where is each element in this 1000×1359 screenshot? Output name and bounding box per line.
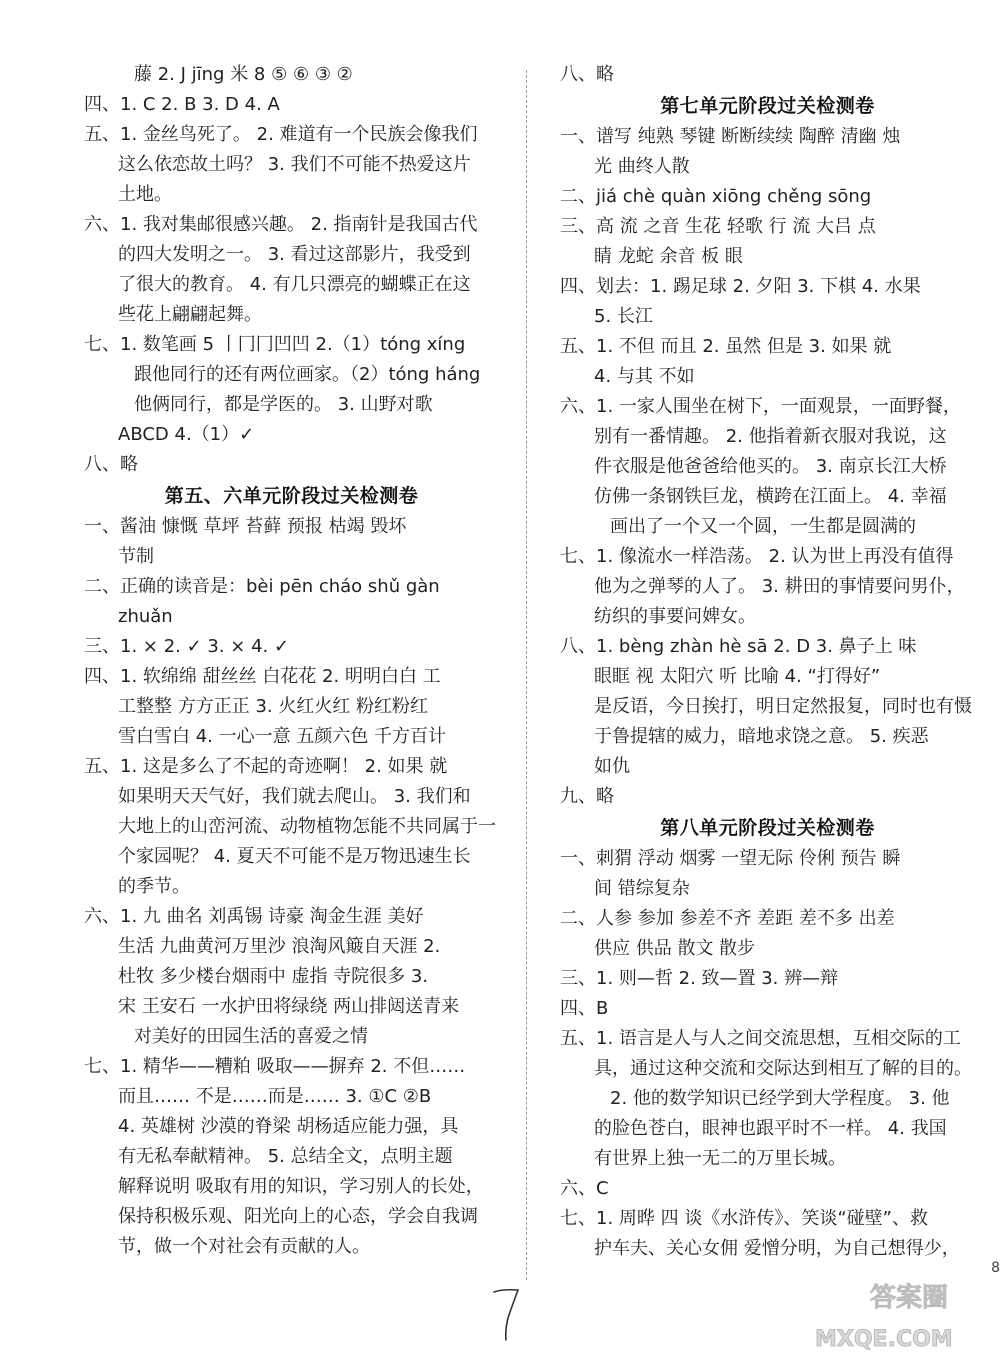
answer-line: 七、1. 精华——糟粕 吸取——摒弃 2. 不但…… <box>84 1056 466 1077</box>
answer-line: 工整整 方方正正 3. 火红火红 粉红粉红 <box>118 696 429 717</box>
answer-line: 五、1. 金丝鸟死了。 2. 难道有一个民族会像我们 <box>84 124 478 145</box>
column-divider <box>526 70 527 1280</box>
page-number-edge: 8 <box>991 1260 1000 1276</box>
answer-line: 有世界上独一无二的万里长城。 <box>594 1148 846 1169</box>
answer-line: 别有一番情趣。 2. 他指着新衣服对我说，这 <box>594 426 947 447</box>
answer-line: 大地上的山峦河流、动物植物怎能不共同属于一 <box>118 816 496 837</box>
answer-line: 六、1. 我对集邮很感兴趣。 2. 指南针是我国古代 <box>84 214 478 235</box>
answer-line: 间 错综复杂 <box>594 878 690 899</box>
answer-line: 眼眶 视 太阳穴 听 比喻 4. “打得好” <box>594 666 881 687</box>
answer-line: 八、1. bèng zhàn hè sā 2. D 3. 鼻子上 味 <box>560 636 917 657</box>
answer-line: 睛 龙蛇 余音 板 眼 <box>594 246 743 267</box>
answer-line: 件衣服是他爸爸给他买的。 3. 南京长江大桥 <box>594 456 947 477</box>
section-heading: 第七单元阶段过关检测卷 <box>660 95 875 117</box>
answer-line: 四、B <box>560 998 609 1019</box>
answer-line: 四、1. 软绵绵 甜丝丝 白花花 2. 明明白白 工 <box>84 666 441 687</box>
handwritten-seven-mark <box>488 1284 528 1344</box>
watermark-url: MXQE.COM <box>815 1327 953 1352</box>
answer-line: 4. 与其 不如 <box>594 366 695 387</box>
watermark-logo <box>780 1270 995 1355</box>
answer-line: 杜牧 多少楼台烟雨中 虚指 寺院很多 3. <box>118 966 429 987</box>
answer-line: 的季节。 <box>118 876 190 897</box>
answer-line: 了很大的教育。 4. 有几只漂亮的蝴蝶正在这 <box>118 274 471 295</box>
answer-line: 六、1. 一家人围坐在树下，一面观景，一面野餐， <box>560 396 961 417</box>
answer-line: 五、1. 语言是人与人之间交流思想，互相交际的工 <box>560 1028 961 1049</box>
watermark-line1: 答案圈 <box>870 1283 949 1313</box>
answer-line: 纺织的事要问婢女。 <box>594 606 756 627</box>
answer-line: 5. 长江 <box>594 306 653 327</box>
answer-line: 于鲁提辖的威力，暗地求饶之意。 5. 疾恶 <box>594 726 929 747</box>
answer-line: 四、划去：1. 踢足球 2. 夕阳 3. 下棋 4. 水果 <box>560 276 921 297</box>
answer-line: zhuǎn <box>118 606 173 627</box>
answer-line: 四、1. C 2. B 3. D 4. A <box>84 94 280 115</box>
answer-line: 六、C <box>560 1178 609 1199</box>
answer-line: 光 曲终人散 <box>594 156 690 177</box>
answer-line: 解释说明 吸取有用的知识，学习别人的长处， <box>118 1176 484 1197</box>
right-column <box>560 60 975 1264</box>
answer-line: 二、人参 参加 参差不齐 差距 差不多 出差 <box>560 908 895 929</box>
answer-line: 护车夫、关心女佣 爱憎分明，为自己想得少， <box>594 1238 960 1259</box>
answer-line: 具，通过这种交流和交际达到相互了解的目的。 <box>594 1058 972 1079</box>
answer-line: 一、刺猬 浮动 烟雾 一望无际 伶俐 预告 瞬 <box>560 848 901 869</box>
answer-line: 五、1. 这是多么了不起的奇迹啊！ 2. 如果 就 <box>84 756 448 777</box>
answer-line: 七、1. 像流水一样浩荡。 2. 认为世上再没有值得 <box>560 546 954 567</box>
answer-line: 七、1. 周晔 四 谈《水浒传》、笑谈“碰壁”、救 <box>560 1208 928 1229</box>
section-heading: 第五、六单元阶段过关检测卷 <box>164 485 419 507</box>
section-heading: 第八单元阶段过关检测卷 <box>660 817 875 839</box>
answer-line: 些花上翩翩起舞。 <box>118 304 262 325</box>
answer-line: 这么依恋故土吗？ 3. 我们不可能不热爱这片 <box>118 154 471 175</box>
answer-line: 跟他同行的还有两位画家。（2）tóng háng <box>134 364 481 385</box>
answer-line: 八、略 <box>84 454 138 475</box>
answer-line: 三、1. × 2. ✓ 3. × 4. ✓ <box>84 636 290 657</box>
answer-line: 六、1. 九 曲名 刘禹锡 诗豪 淘金生涯 美好 <box>84 906 424 927</box>
answer-line: 4. 英雄树 沙漠的脊梁 胡杨适应能力强，具 <box>118 1116 459 1137</box>
answer-line: 三、高 流 之音 生花 轻歌 行 流 大吕 点 <box>560 216 876 237</box>
answer-line: 八、略 <box>560 64 614 85</box>
answer-line: 二、正确的读音是：bèi pēn cháo shǔ gàn <box>84 576 440 597</box>
left-column <box>84 60 499 1262</box>
answer-line: 2. 他的数学知识已经学到大学程度。 3. 他 <box>610 1088 950 1109</box>
answer-line: 是反语，今日挨打，明日定然报复，同时也有慑 <box>594 696 972 717</box>
answer-line: 一、酱油 慷慨 草坪 苔藓 预报 枯竭 毁坏 <box>84 516 407 537</box>
answer-line: 雪白雪白 4. 一心一意 五颜六色 千方百计 <box>118 726 447 747</box>
answer-line: 一、谱写 纯熟 琴键 断断续续 陶醉 清幽 烛 <box>560 126 901 147</box>
answer-line: 藤 2. J jīng 米 8 ⑤ ⑥ ③ ② <box>134 64 353 85</box>
answer-line: 五、1. 不但 而且 2. 虽然 但是 3. 如果 就 <box>560 336 892 357</box>
answer-line: 二、jiá chè quàn xiōng chěng sōng <box>560 186 872 207</box>
answer-line: 土地。 <box>118 184 172 205</box>
answer-line: 生活 九曲黄河万里沙 浪淘风簸自天涯 2. <box>118 936 441 957</box>
answer-line: ABCD 4.（1）✓ <box>118 424 255 445</box>
answer-line: 他俩同行，都是学医的。 3. 山野对歌 <box>134 394 433 415</box>
answer-line: 仿佛一条钢铁巨龙，横跨在江面上。 4. 幸福 <box>594 486 947 507</box>
answer-line: 个家园呢？ 4. 夏天不可能不是万物迅速生长 <box>118 846 471 867</box>
answer-line: 如果明天天气好，我们就去爬山。 3. 我们和 <box>118 786 471 807</box>
answer-line: 的四大发明之一。 3. 看过这部影片，我受到 <box>118 244 471 265</box>
answer-line: 有无私奉献精神。 5. 总结全文，点明主题 <box>118 1146 453 1167</box>
answer-line: 九、略 <box>560 786 614 807</box>
answer-line: 保持积极乐观、阳光向上的心态，学会自我调 <box>118 1206 478 1227</box>
answer-line: 他为之弹琴的人了。 3. 耕田的事情要问男仆， <box>594 576 965 597</box>
answer-line: 七、1. 数笔画 5 丨冂冂凹凹 2.（1）tóng xíng <box>84 334 466 355</box>
answer-line: 画出了一个又一个圆，一生都是圆满的 <box>610 516 916 537</box>
answer-line: 而且…… 不是……而是…… 3. ①C ②B <box>118 1086 432 1107</box>
answer-line: 对美好的田园生活的喜爱之情 <box>134 1026 368 1047</box>
answer-line: 供应 供品 散文 散步 <box>594 938 756 959</box>
answer-line: 节制 <box>118 546 154 567</box>
answer-line: 三、1. 则—哲 2. 致—置 3. 辨—辩 <box>560 968 839 989</box>
answer-line: 如仇 <box>594 756 630 777</box>
answer-line: 宋 王安石 一水护田将绿绕 两山排闼送青来 <box>118 996 460 1017</box>
answer-line: 节，做一个对社会有贡献的人。 <box>118 1236 370 1257</box>
answer-line: 的脸色苍白，眼神也跟平时不一样。 4. 我国 <box>594 1118 947 1139</box>
